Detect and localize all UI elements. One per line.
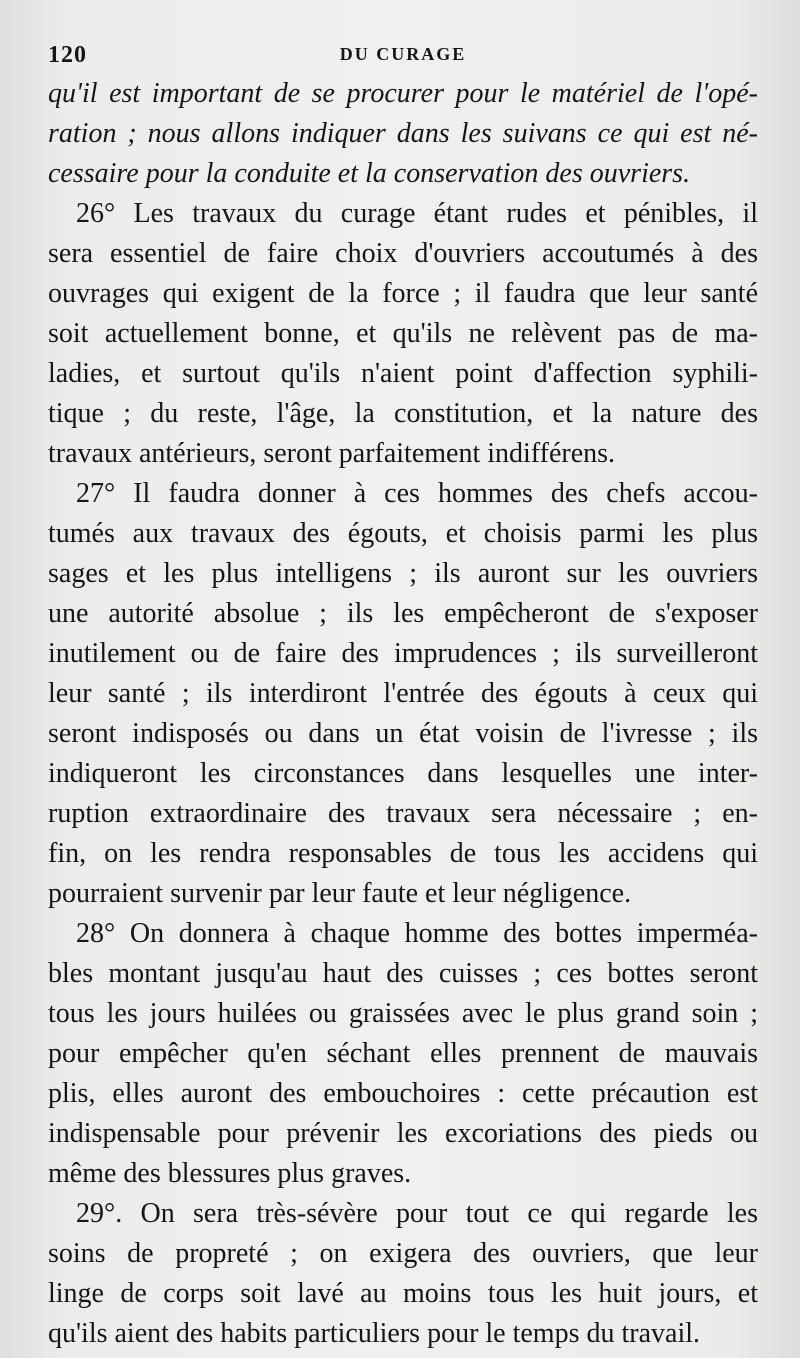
text-line: seront indisposés ou dans un état voisin de l'ivresse ; ils	[48, 718, 758, 749]
text-line: qu'il est important de se procurer pour le matériel de l'opé-	[48, 78, 758, 109]
running-title: DU CURAGE	[339, 44, 467, 64]
text-line: leur santé ; ils interdiront l'entrée des égouts à ceux qui	[48, 678, 758, 709]
text-line: plis, elles auront des embouchoires : cette précaution est	[48, 1078, 758, 1109]
text-line: cessaire pour la conduite et la conservation des ouvriers.	[48, 158, 691, 189]
body-text	[48, 74, 758, 1354]
text-line: tique ; du reste, l'âge, la constitution, et la nature des	[48, 398, 758, 429]
running-head	[48, 32, 758, 74]
text-line: indispensable pour prévenir les excoriations des pieds ou	[48, 1118, 758, 1149]
text-line: pour empêcher qu'en séchant elles prennent de mauvais	[48, 1038, 758, 1069]
text-line: 29°. On sera très-sévère pour tout ce qui regarde les	[76, 1198, 758, 1229]
text-line: fin, on les rendra responsables de tous les accidens qui	[48, 838, 758, 869]
text-line: pourraient survenir par leur faute et leur négligence.	[48, 878, 632, 909]
text-line: même des blessures plus graves.	[48, 1158, 412, 1189]
text-line: ration ; nous allons indiquer dans les suivans ce qui est né-	[48, 118, 758, 149]
paragraph-article-29	[48, 1194, 758, 1354]
text-line: 27° Il faudra donner à ces hommes des chefs accou-	[76, 478, 758, 509]
text-line: tumés aux travaux des égouts, et choisis parmi les plus	[48, 518, 758, 549]
text-line: sages et les plus intelligens ; ils auront sur les ouvriers	[48, 558, 758, 589]
text-line: ruption extraordinaire des travaux sera nécessaire ; en-	[48, 798, 758, 829]
paragraph-article-28	[48, 914, 758, 1194]
text-line: une autorité absolue ; ils les empêcheront de s'exposer	[48, 598, 758, 629]
text-line: tous les jours huilées ou graissées avec le plus grand soin ;	[48, 998, 758, 1029]
paragraph-intro	[48, 74, 758, 194]
page-number: 120	[48, 42, 87, 68]
text-line: soins de propreté ; on exigera des ouvriers, que leur	[48, 1238, 758, 1269]
text-line: ladies, et surtout qu'ils n'aient point d'affection syphili-	[48, 358, 758, 389]
paragraph-article-27	[48, 474, 758, 914]
text-line: qu'ils aient des habits particuliers pour le temps du travail.	[48, 1318, 700, 1349]
text-line: bles montant jusqu'au haut des cuisses ; ces bottes seront	[48, 958, 758, 989]
paragraph-article-26	[48, 194, 758, 474]
text-line: indiqueront les circonstances dans lesquelles une inter-	[48, 758, 758, 789]
text-line: linge de corps soit lavé au moins tous les huit jours, et	[48, 1278, 758, 1309]
text-line: 28° On donnera à chaque homme des bottes imperméa-	[76, 918, 758, 949]
text-line: ouvrages qui exigent de la force ; il faudra que leur santé	[48, 278, 758, 309]
text-line: 26° Les travaux du curage étant rudes et pénibles, il	[76, 198, 758, 229]
text-line: soit actuellement bonne, et qu'ils ne relèvent pas de ma-	[48, 318, 758, 349]
text-line: inutilement ou de faire des imprudences ; ils surveilleront	[48, 638, 758, 669]
text-line: travaux antérieurs, seront parfaitement indifférens.	[48, 438, 616, 469]
text-line: sera essentiel de faire choix d'ouvriers accoutumés à des	[48, 238, 758, 269]
